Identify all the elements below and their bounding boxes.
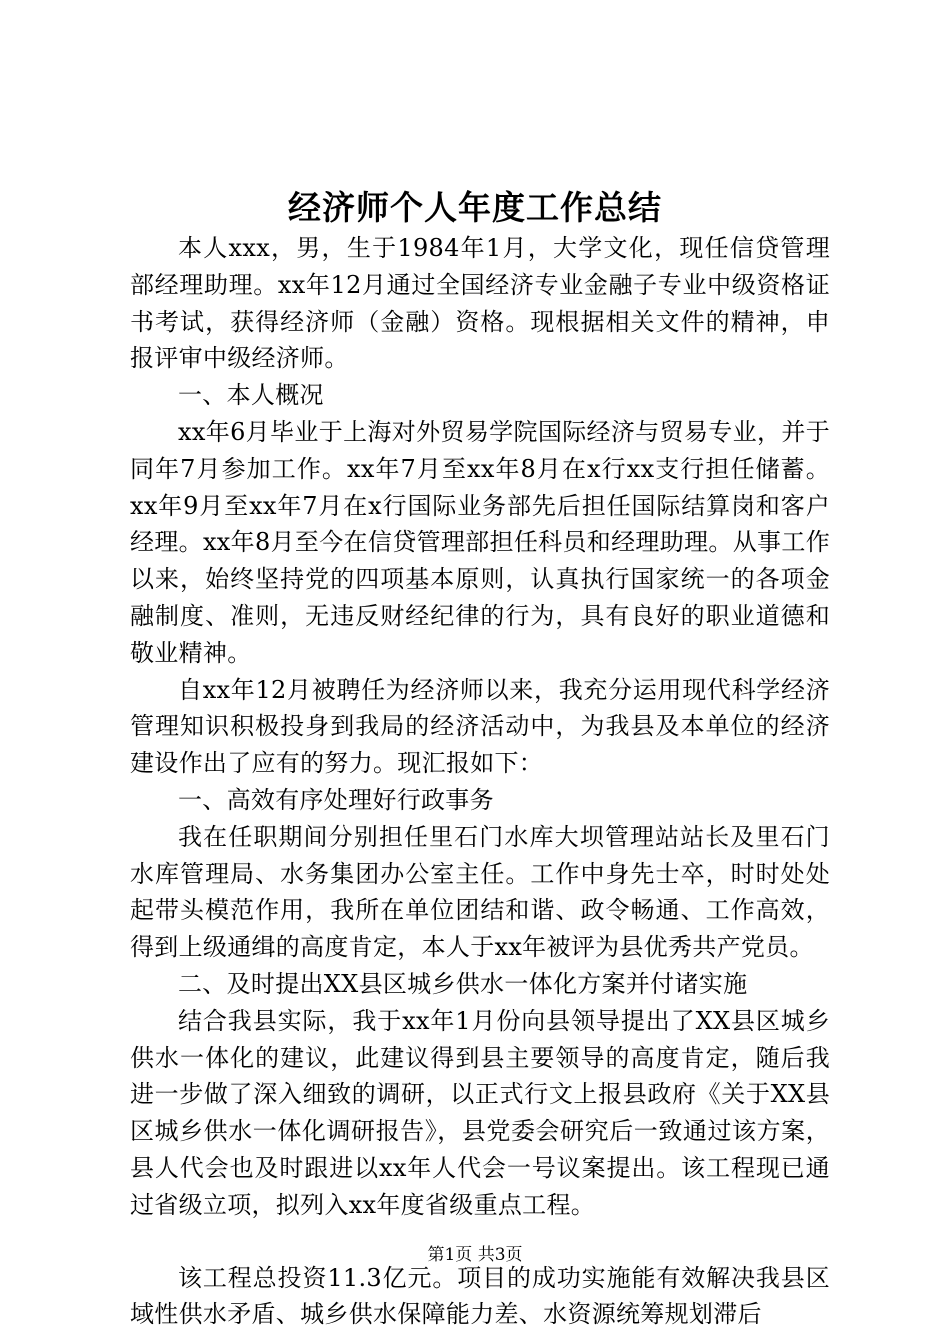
document-title: 经济师个人年度工作总结 [288,188,662,227]
paragraph-intro: 本人xxx，男，生于1984年1月，大学文化，现任信贷管理部经理助理。xx年12月通过全国经济专业金融子专业中级资格证书考试，获得经济师（金融）资格。现根据相关文件的精神，申报评审中级经济师。 [130,234,830,373]
section-heading-overview: 一、本人概况 [178,381,324,410]
page-footer: 第1页 共3页 [427,1245,523,1265]
paragraph-career: xx年6月毕业于上海对外贸易学院国际经济与贸易专业，并于同年7月参加工作。xx年7月至xx年8月在x行xx支行担任储蓄。xx年9月至xx年7月在x行国际业务部先后担任国际结算岗和客户经理。xx年8月至今在信贷管理部担任科员和经理助理。从事工作以来，始终坚持党的四项基本原则，认真执行国家统一的各项金融制度、准则，无违反财经纪律的行为，具有良好的职业道德和敬业精神。 [130,417,830,667]
paragraph-admin: 我在任职期间分别担任里石门水库大坝管理站站长及里石门水库管理局、水务集团办公室主任。工作中身先士卒，时时处处起带头模范作用，我所在单位团结和谐、政令畅通、工作高效，得到上级通缉的高度肯定，本人于xx年被评为县优秀共产党员。 [130,822,830,962]
paragraph-investment: 该工程总投资11.3亿元。项目的成功实施能有效解决我县区域性供水矛盾、城乡供水保障能力差、水资源统筹规划滞后 [130,1263,830,1329]
paragraph-since-appointment: 自xx年12月被聘任为经济师以来，我充分运用现代科学经济管理知识积极投身到我局的经济活动中，为我县及本单位的经济建设作出了应有的努力。现汇报如下： [130,675,830,778]
paragraph-water-supply: 结合我县实际，我于xx年1月份向县领导提出了XX县区城乡供水一体化的建议，此建议得到县主要领导的高度肯定，随后我进一步做了深入细致的调研，以正式行文上报县政府《关于XX县区城乡供水一体化调研报告》，县党委会研究后一致通过该方案，县人代会也及时跟进以xx年人代会一号议案提出。该工程现已通过省级立项，拟列入xx年度省级重点工程。 [130,1006,830,1219]
section-heading-admin: 一、高效有序处理好行政事务 [178,785,494,814]
section-heading-water-supply: 二、及时提出XX县区城乡供水一体化方案并付诸实施 [178,969,748,998]
document-body [130,230,830,1333]
